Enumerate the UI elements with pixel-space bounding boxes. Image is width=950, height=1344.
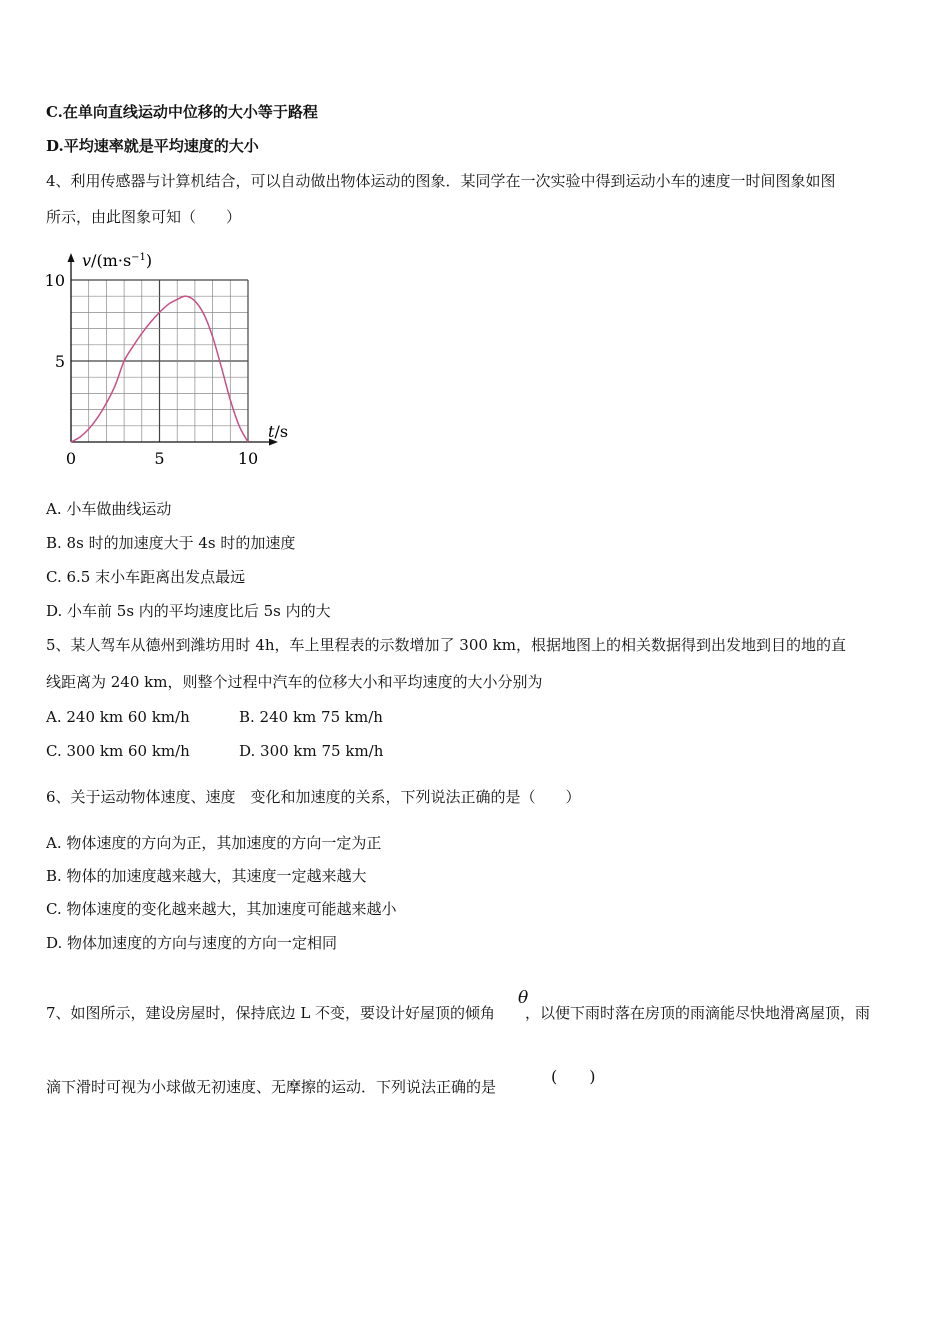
y-tick-label: 5 [54, 352, 65, 371]
q4-option-c: C. 6.5 末小车距离出发点最远 [46, 568, 246, 586]
answer-parentheses: ( ) [551, 1067, 596, 1086]
q6-option-b: B. 物体的加速度越来越大，其速度一定越来越大 [46, 867, 367, 885]
q4-option-d: D. 小车前 5s 内的平均速度比后 5s 内的大 [46, 602, 331, 620]
q4-option-a: A. 小车做曲线运动 [46, 500, 172, 518]
q4-option-b: B. 8s 时的加速度大于 4s 时的加速度 [46, 534, 296, 552]
theta-symbol: θ [518, 988, 529, 1008]
q6-option-c: C. 物体速度的变化越来越大，其加速度可能越来越小 [46, 900, 397, 918]
q5-stem-line2: 线距离为 240 km，则整个过程中汽车的位移大小和平均速度的大小分别为 [46, 673, 543, 691]
velocity-time-chart [40, 244, 300, 474]
q7-stem-line2: 滴下滑时可视为小球做无初速度、无摩擦的运动．下列说法正确的是 [46, 1078, 497, 1096]
x-tick-label: 5 [154, 449, 165, 468]
q5-stem-line1: 5、某人驾车从德州到潍坊用时 4h，车上里程表的示数增加了 300 km，根据地图上的相关数据得到出发地到目的地的直 [46, 636, 847, 654]
x-tick-label: 10 [237, 449, 259, 468]
q5-option-b: B. 240 km 75 km/h [239, 708, 383, 726]
q5-option-a: A. 240 km 60 km/h [46, 708, 190, 726]
x-axis-label: t/s [268, 422, 289, 441]
y-axis-label: $v/(m\cdot s^{-1})$ [82, 251, 153, 270]
x-tick-label: 0 [65, 449, 77, 468]
y-tick-label: 10 [44, 271, 65, 290]
q4-stem-line1: 4、利用传感器与计算机结合，可以自动做出物体运动的图象．某同学在一次实验中得到运动小车的速度一时间图象如图 [46, 172, 836, 190]
y-axis-arrow [68, 253, 75, 262]
q5-option-d: D. 300 km 75 km/h [239, 742, 384, 760]
q6-option-a: A. 物体速度的方向为正，其加速度的方向一定为正 [46, 834, 382, 852]
q3-option-c: C.在单向直线运动中位移的大小等于路程 [46, 103, 318, 121]
q4-stem-line2: 所示，由此图象可知（ ） [46, 208, 242, 226]
q6-stem: 6、关于运动物体速度、速度 变化和加速度的关系，下列说法正确的是（ ） [46, 788, 581, 806]
q6-option-d: D. 物体加速度的方向与速度的方向一定相同 [46, 934, 338, 952]
velocity-time-graph [40, 244, 300, 474]
q7-stem-line1: 7、如图所示，建设房屋时，保持底边 L 不变，要设计好屋顶的倾角 ，以便下雨时落在房顶的雨滴能尽快地滑离屋顶，雨 [46, 1004, 871, 1022]
q5-option-c: C. 300 km 60 km/h [46, 742, 190, 760]
q3-option-d: D.平均速率就是平均速度的大小 [46, 137, 259, 155]
